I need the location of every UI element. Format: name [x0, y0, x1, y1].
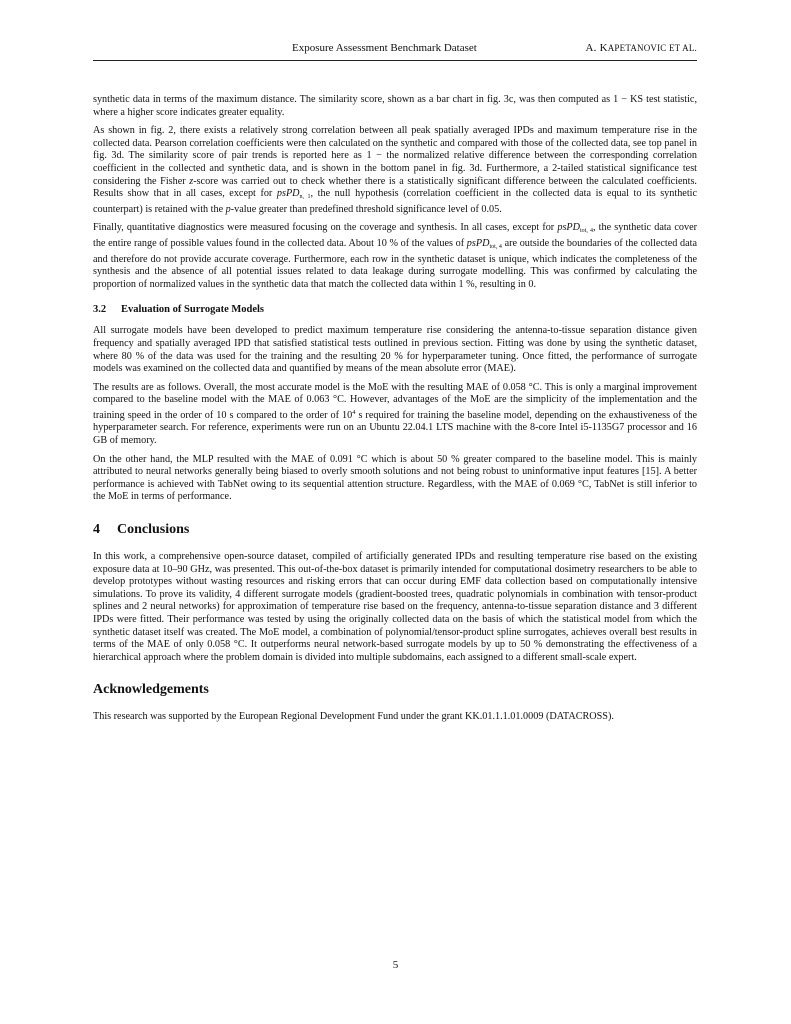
math-p: p — [225, 203, 231, 215]
math-pspd: psPD — [466, 237, 490, 249]
paragraph-conclusions: In this work, a comprehensive open-source dataset, compiled of artificially generated IPDs and resulting temperature rise based on the existing exposure data at 10–90 GHz, was presented. This out-of-the-box dataset is primarily intended for computational dosimetry researchers to be able to develop prototypes without wasting resources and risking errors that can occur during EMF data collection based on computationally intensive simulations. To prove its validity, 4 different surrogate models (gradient-boosted trees, quadratic polynomials in combination with tensor-product splines and 2 neural networks) for approximation of temperature rise based on the frequency, antenna-to-tissue separation distance and 3 different IPDs were fitted. Their performance was tested by using the originally collected data on the basis of which the statistical model from which the synthetic dataset itself was created. The MoE model, a combination of polynomial/tensor-product spline surrogates, achieves overall best results in terms of the MAE of only 0.058 °C. It outperforms neural network-based surrogate models by up to 50 % demonstrating the effectiveness of a hierarchical approach where the problem domain is divided into multiple subdomains, each assigned to a different small-scale expert. — [93, 551, 697, 663]
section-number: 4 — [93, 522, 100, 538]
paragraph-surrogate-intro: All surrogate models have been developed to predict maximum temperature rise considering the antenna-to-tissue separation distance given frequency and spatially averaged IPD that satisfied statistical tests outlined in previous section. Fitting was done by using the synthetic dataset, where 80 % of the data was used for the training and the resulting 20 % for hyperparameter tuning. Once fitted, the performance of surrogate models was examined on the collected data and quantified by means of the mean absolute error (MAE). — [93, 325, 697, 375]
math-pspd-subscript: tot, 4 — [580, 228, 593, 235]
subsection-title: Evaluation of Surrogate Models — [121, 304, 265, 316]
paragraph-mlp: On the other hand, the MLP resulted with the MAE of 0.091 °C which is about 50 % greater compared to the baseline model. This is mainly attributed to neural networks generally being biased to overly smooth solutions and not being robust to uninformative input features [15]. A better performance is achieved with TabNet owing to its sequential attention structure. Regardless, with the MAE of 0.069 °C, TabNet is still inferior to the MoE in terms of performance. — [93, 453, 697, 503]
text-run: As shown in fig. 2, there exists a relatively strong correlation between all peak spatially averaged IPDs and maximum temperature rise in the collected data. Pearson correlation coefficients were then calculated on the synthetic and compared with those of the collected data, see top panel in fig. 3d. The similarity score of pair trends is reported here as 1 − the normalized relative difference between the corresponding correlation coefficient in the collected and synthetic data, and is shown in the bottom panel in fig. 3d. Furthermore, a 2-tailed statistical significance test considering the Fisher — [93, 125, 697, 187]
subsection-number: 3.2 — [93, 304, 107, 316]
math-pspd-subscript: n, 1 — [299, 194, 311, 201]
math-z: z — [189, 175, 194, 187]
paragraph-acknowledgements: This research was supported by the European Regional Development Fund under the grant KK.01.1.1.01.0009 (DATACROSS). — [93, 711, 614, 723]
exponent: 4 — [352, 408, 356, 416]
section-heading — [93, 522, 697, 538]
text-run: Finally, quantitative diagnostics were measured focusing on the coverage and synthesis. In all cases, except for — [93, 222, 558, 234]
running-header-title: Exposure Assessment Benchmark Dataset — [292, 42, 477, 54]
paragraph-diagnostics — [93, 222, 697, 291]
text-run: s required for training the baseline model, depending on the exhaustiveness of the hyperparameter search. For reference, experiments were run on an Ubuntu 22.04.1 LTS machine with the 8-core Intel i5-1135G7 processor and 16 GB of memory. — [93, 409, 697, 447]
acknowledgements-heading: Acknowledgements — [93, 682, 209, 698]
text-run: -score was carried out to check whether there is a statistically significant difference between the calculated coefficients. Results show that in all cases, except for — [93, 175, 697, 200]
running-header — [93, 40, 697, 61]
page-number: 5 — [392, 959, 399, 971]
subsection-heading — [93, 304, 697, 315]
running-header-authors — [586, 42, 697, 54]
paragraph-correlation — [93, 125, 697, 216]
text-run: The results are as follows. Overall, the most accurate model is the MoE with the resulting MAE of 0.058 °C. This is only a marginal improvement compared to the baseline model with the MAE of 0.063 °C. However, advantages of the MoE are the simplicity of the implementation and the training speed in the order of 10 s compared to the order of 10 — [93, 381, 697, 421]
text-run: , the null hypothesis (correlation coefficient in the collected data is equal to its synthetic counterpart) is retained with the — [93, 188, 697, 215]
running-header-author-initial: A. K — [585, 42, 608, 54]
text-run: -value greater than predefined threshold significance level of 0.05. — [230, 203, 502, 215]
math-pspd: psPD — [276, 188, 300, 200]
paragraph-similarity-score: synthetic data in terms of the maximum distance. The similarity score, shown as a bar chart in fig. 3c, was then computed as 1 − KS test statistic, where a higher score indicates greater equality. — [93, 94, 697, 118]
section-title: Conclusions — [117, 522, 190, 538]
text-run: , the synthetic data cover the entire range of possible values found in the collected data. About 10 % of the values of — [93, 222, 697, 249]
math-pspd-subscript: tot, 4 — [489, 243, 502, 250]
page-body — [93, 94, 697, 730]
math-pspd: psPD — [557, 222, 581, 234]
text-run: are outside the boundaries of the collected data and therefore do not provide accurate coverage. Furthermore, each row in the synthetic dataset is unique, which indicates the completeness of the synthesis and the absence of all potential issues related to data leakage during surrogate modelling. This was confirmed by calculating the proportion of normalized values in the synthetic data that match the collected data within 1 %, resulting in 0. — [93, 237, 697, 290]
paragraph-results — [93, 382, 697, 448]
running-header-author-rest: APETANOVIC ET AL. — [607, 43, 697, 53]
